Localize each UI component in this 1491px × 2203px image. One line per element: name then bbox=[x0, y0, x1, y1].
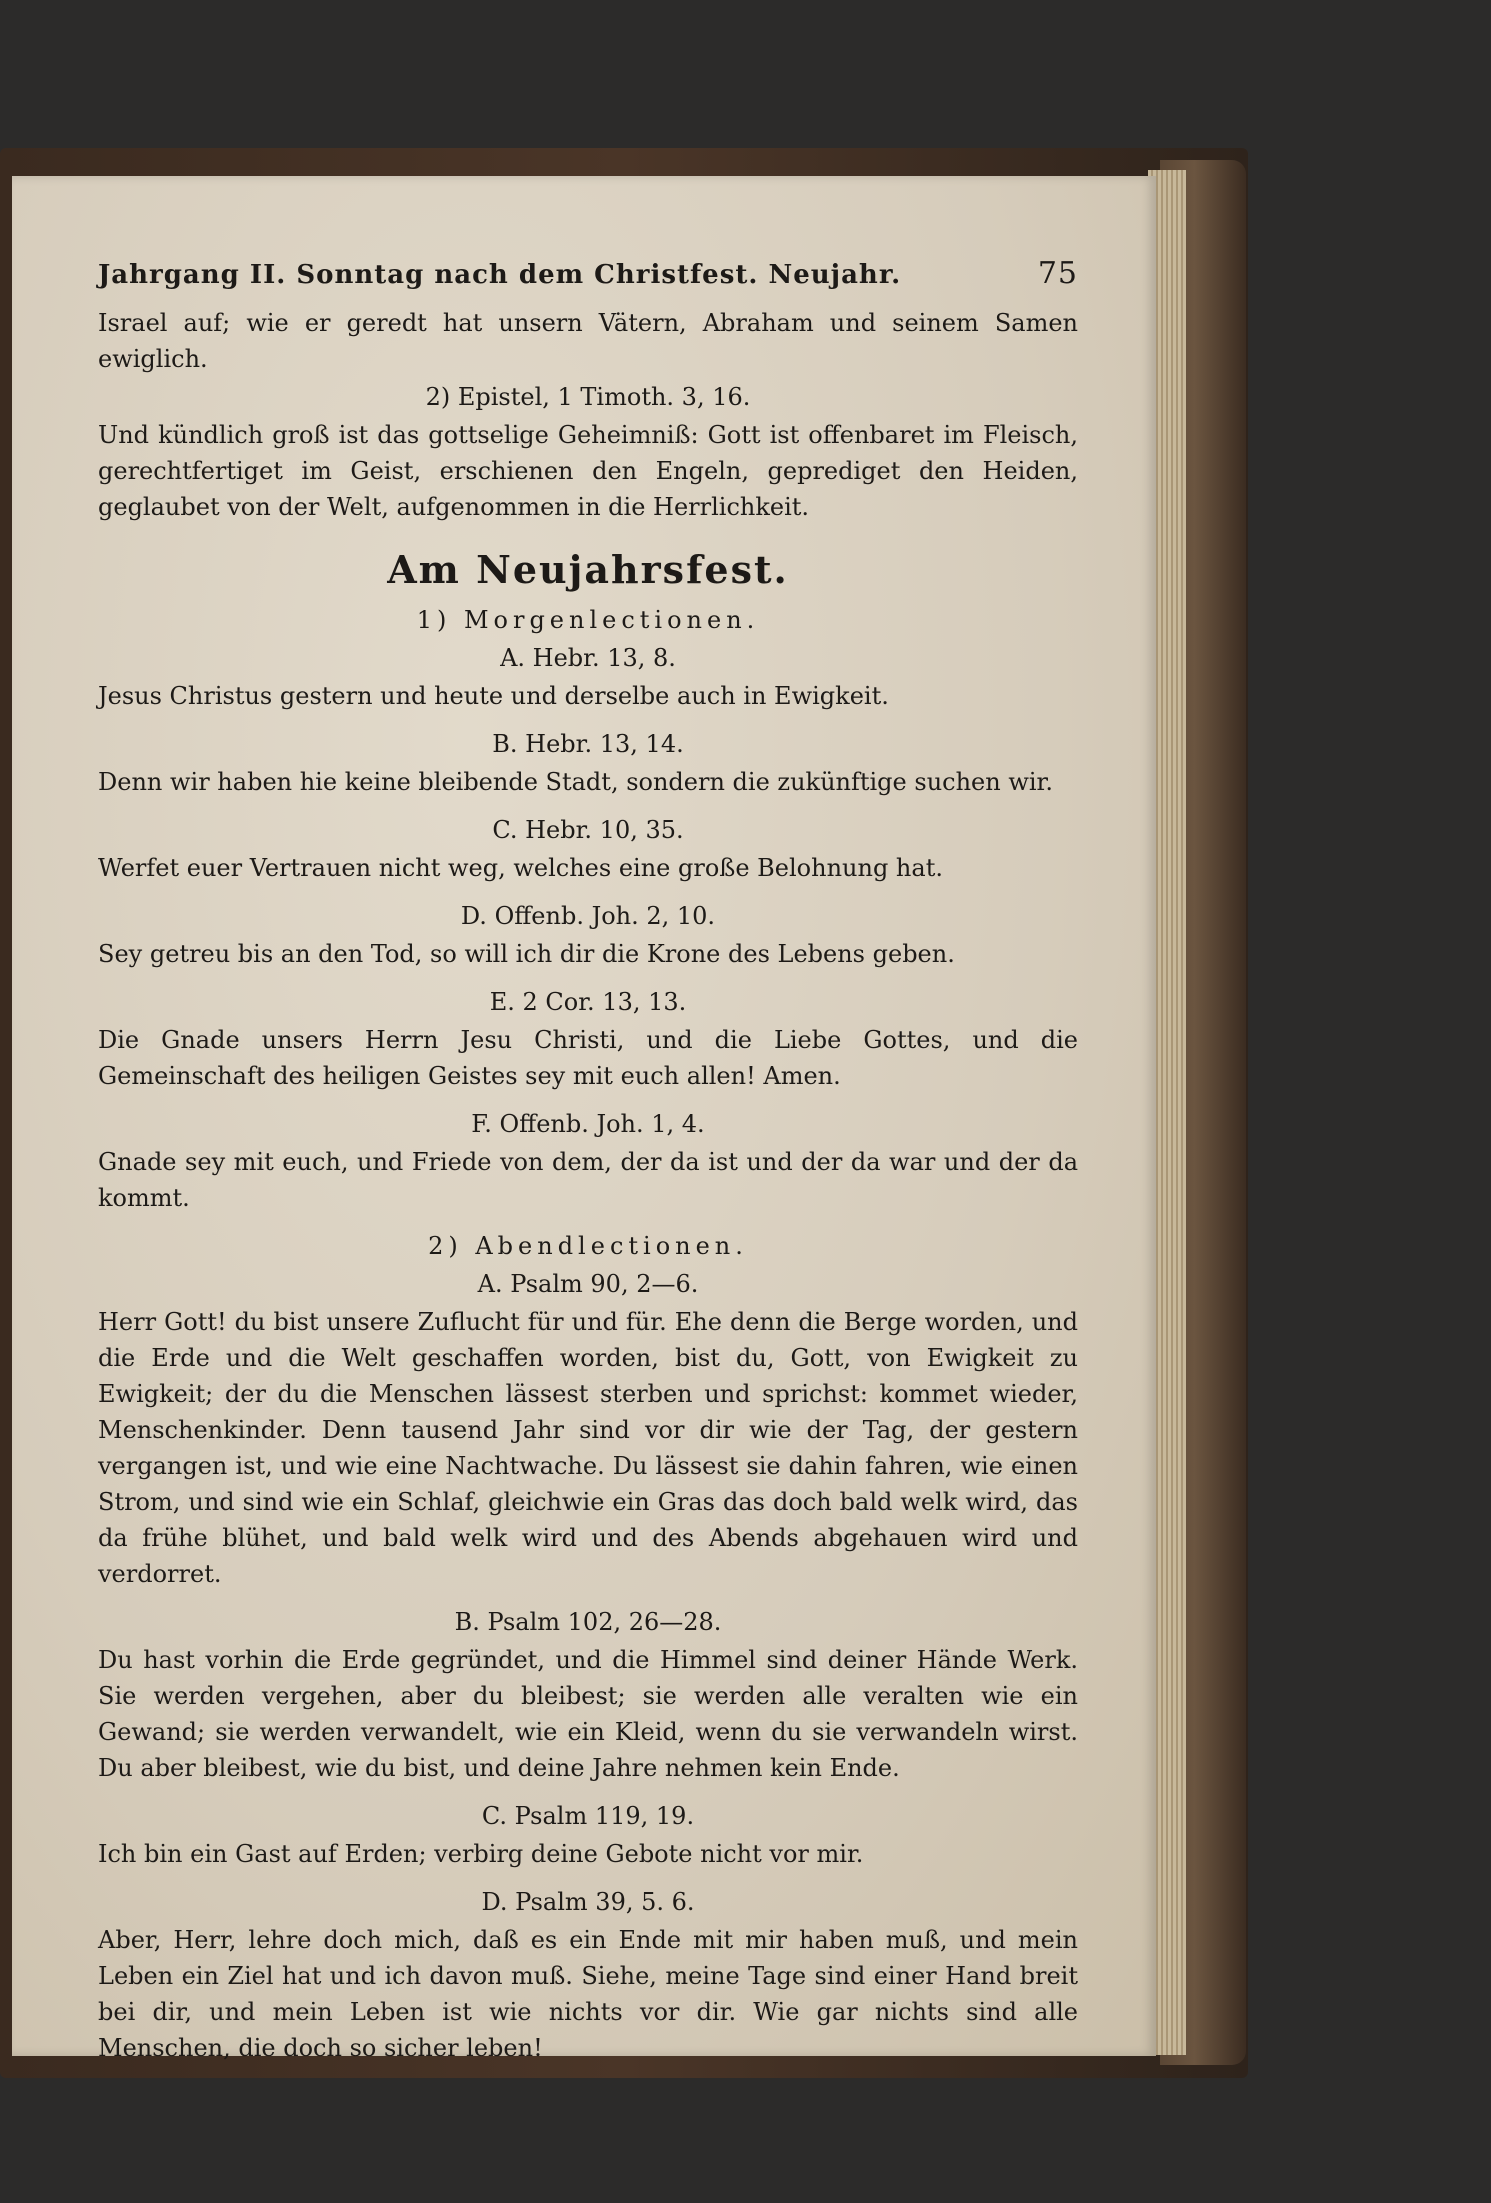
book-page bbox=[12, 176, 1156, 2062]
lection-text: Jesus Christus gestern und heute und derselbe auch in Ewigkeit. bbox=[98, 682, 889, 710]
page-content bbox=[98, 256, 1078, 2066]
lection-ref: E. 2 Cor. 13, 13. bbox=[489, 988, 687, 1016]
lection-text: Ich bin ein Gast auf Erden; verbirg deine Gebote nicht vor mir. bbox=[98, 1840, 864, 1868]
lection-text: Die Gnade unsers Herrn Jesu Christi, und die Liebe Gottes, und die Gemeinschaft des heiligen Geistes sey mit euch allen! Amen. bbox=[98, 1026, 1078, 1090]
lection-ref: A. Psalm 90, 2—6. bbox=[477, 1270, 699, 1298]
lection-ref: A. Hebr. 13, 8. bbox=[500, 644, 676, 672]
lection-text: Gnade sey mit euch, und Friede von dem, der da ist und der da war und der da kommt. bbox=[98, 1148, 1078, 1212]
lection-ref: D. Psalm 39, 5. 6. bbox=[481, 1888, 695, 1916]
lection-ref: F. Offenb. Joh. 1, 4. bbox=[471, 1110, 705, 1138]
evening-heading: 2) Abendlectionen. bbox=[428, 1232, 748, 1260]
lection-ref: B. Psalm 102, 26—28. bbox=[454, 1608, 722, 1636]
lection-ref: C. Psalm 119, 19. bbox=[481, 1802, 695, 1830]
lection-text: Sey getreu bis an den Tod, so will ich dir die Krone des Lebens geben. bbox=[98, 940, 955, 968]
lection-text: Du hast vorhin die Erde gegründet, und die Himmel sind deiner Hände Werk. Sie werden vergehen, aber du bleibest; sie werden alle veralten wie ein Gewand; sie werden verwandelt, wie ein Kleid, wenn du sie verwandeln wirst. Du aber bleibest, wie du bist, und deine Jahre nehmen kein Ende. bbox=[98, 1646, 1078, 1782]
epistle-heading: 2) Epistel, 1 Timoth. 3, 16. bbox=[425, 383, 751, 411]
morning-heading: 1) Morgenlectionen. bbox=[416, 606, 760, 634]
epistle-text: Und kündlich groß ist das gottselige Geheimniß: Gott ist offenbaret im Fleisch, gerechtfertiget im Geist, erschienen den Engeln, geprediget den Heiden, geglaubet von der Welt, aufgenommen in die Herrlichkeit. bbox=[98, 421, 1078, 521]
lection-text: Aber, Herr, lehre doch mich, daß es ein Ende mit mir haben muß, und mein Leben ein Ziel hat und ich davon muß. Siehe, meine Tage sind einer Hand breit bei dir, und mein Leben ist wie nichts vor dir. Wie gar nichts sind alle Menschen, die doch so sicher leben! bbox=[98, 1926, 1078, 2062]
lection-ref: C. Hebr. 10, 35. bbox=[492, 816, 684, 844]
lection-text: Herr Gott! du bist unsere Zuflucht für und für. Ehe denn die Berge worden, und die Erde und die Welt geschaffen worden, bist du, Gott, von Ewigkeit zu Ewigkeit; der du die Menschen lässest sterben und sprichst: kommet wieder, Menschenkinder. Denn tausend Jahr sind vor dir wie der Tag, der gestern vergangen ist, und wie eine Nachtwache. Du lässest sie dahin fahren, wie einen Strom, und sind wie ein Schlaf, gleichwie ein Gras das doch bald welk wird, das da frühe blühet, und bald welk wird und des Abends abgehauen wird und verdorret. bbox=[98, 1308, 1078, 1588]
running-header bbox=[98, 256, 1078, 291]
section-title: Am Neujahrsfest. bbox=[387, 547, 789, 592]
page-number: 75 bbox=[1037, 256, 1078, 291]
lection-ref: B. Hebr. 13, 14. bbox=[492, 730, 684, 758]
lection-text: Werfet euer Vertrauen nicht weg, welches eine große Belohnung hat. bbox=[98, 854, 943, 882]
lection-text: Denn wir haben hie keine bleibende Stadt, sondern die zukünftige suchen wir. bbox=[98, 768, 1054, 796]
header-title: Jahrgang II. Sonntag nach dem Christfest. Neujahr. bbox=[98, 260, 902, 290]
lection-ref: D. Offenb. Joh. 2, 10. bbox=[460, 902, 716, 930]
continuation-paragraph: Israel auf; wie er geredt hat unsern Vätern, Abraham und seinem Samen ewiglich. bbox=[98, 309, 1078, 373]
